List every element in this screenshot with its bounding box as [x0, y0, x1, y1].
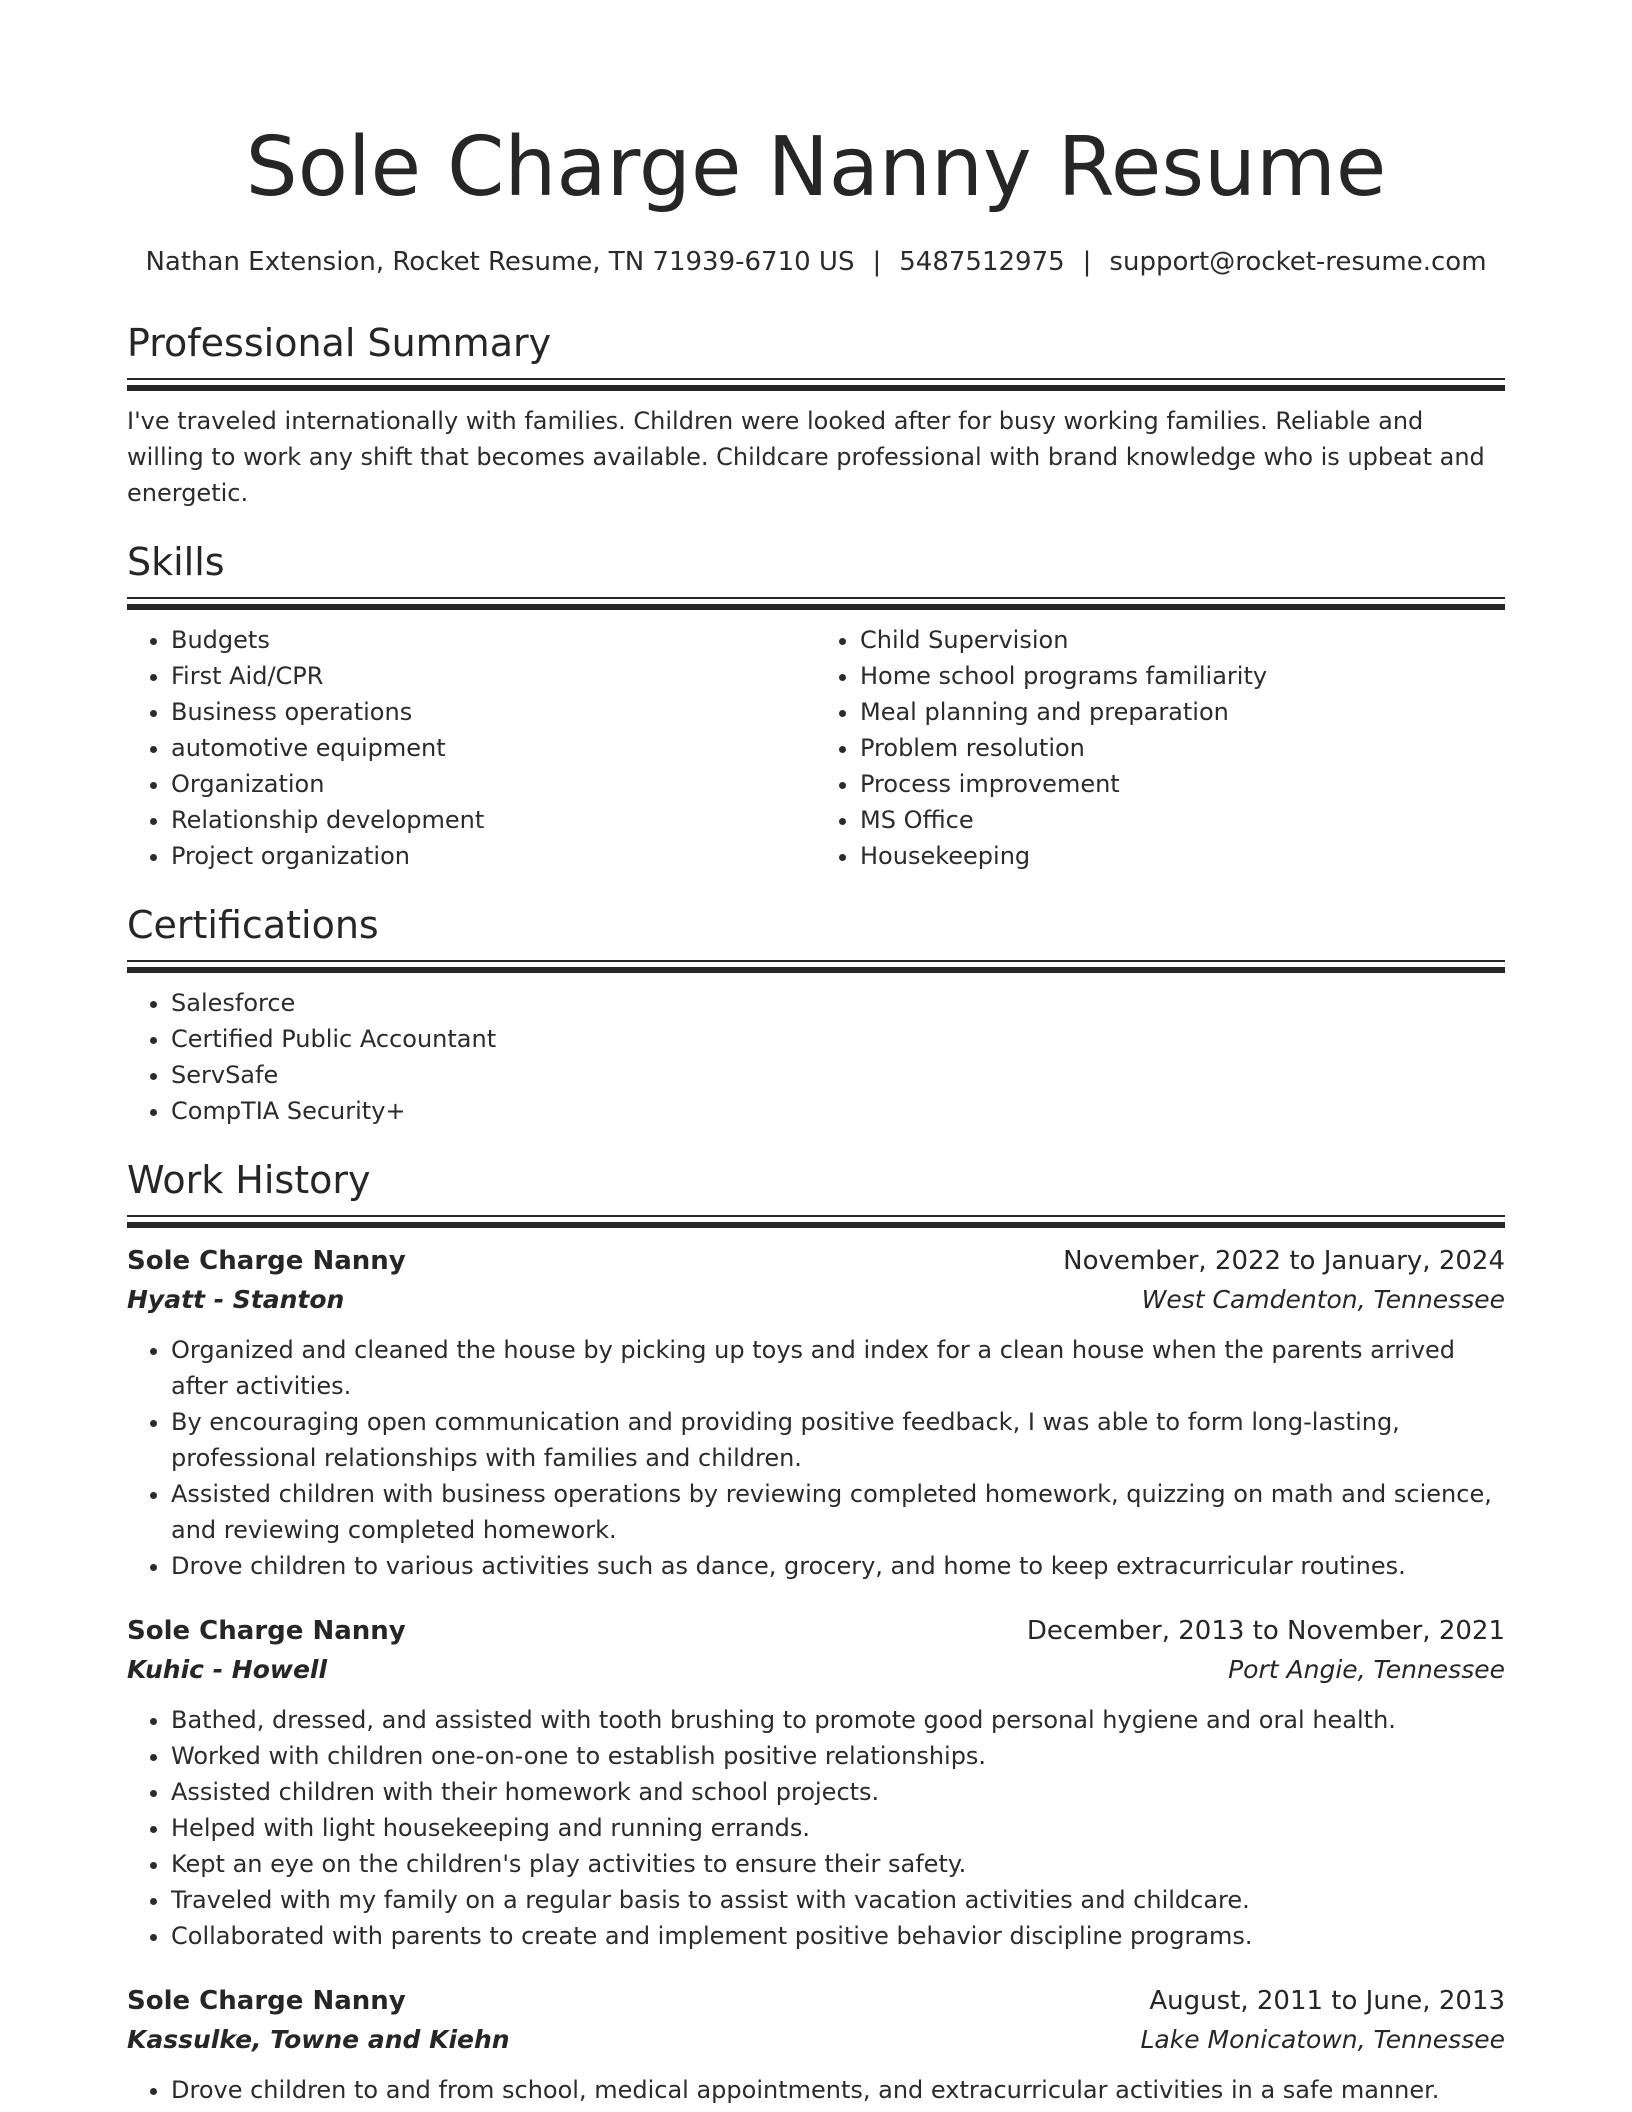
skill-item: • automotive equipment: [171, 730, 816, 766]
job-bullet: • Worked with children one-on-one to establish positive relationships.: [171, 1738, 1505, 1774]
skill-item: • Project organization: [171, 838, 816, 874]
section-divider: [127, 967, 1505, 973]
job-header: [127, 1982, 1505, 2020]
skill-item: • Meal planning and preparation: [860, 694, 1505, 730]
skill-item: • Housekeeping: [860, 838, 1505, 874]
certification-item: • Certified Public Accountant: [171, 1021, 1505, 1057]
section-divider: [127, 1215, 1505, 1217]
job-location: Lake Monicatown, Tennessee: [1140, 2025, 1505, 2054]
job-company: Kuhic - Howell: [127, 1655, 328, 1684]
job-bullet: • Kept an eye on the children's play activities to ensure their safety.: [171, 1846, 1505, 1882]
skill-item: • Business operations: [171, 694, 816, 730]
certifications-section: [127, 900, 1505, 1129]
job-subheader: [127, 1650, 1505, 1690]
job-bullet: • Traveled with my family on a regular basis to assist with vacation activities and childcare.: [171, 1882, 1505, 1918]
job-bullet: • Helped with light housekeeping and running errands.: [171, 1810, 1505, 1846]
job-company: Kassulke, Towne and Kiehn: [127, 2025, 510, 2054]
job-bullet: • Assisted children with business operations by reviewing completed homework, quizzing on math and science, and reviewing completed homework.: [171, 1476, 1505, 1548]
skill-item: • Process improvement: [860, 766, 1505, 802]
job-bullet: • Assisted children with their homework and school projects.: [171, 1774, 1505, 1810]
contact-separator: |: [1082, 247, 1092, 277]
job-bullet: • Drove children to and from school, medical appointments, and extracurricular activities in a safe manner.: [171, 2072, 1505, 2108]
job-bullet: • Organized and cleaned the house by picking up toys and index for a clean house when the parents arrived after activities.: [171, 1332, 1505, 1404]
section-divider: [127, 960, 1505, 962]
contact-line: [127, 244, 1505, 280]
job-location: Port Angie, Tennessee: [1228, 1655, 1505, 1684]
job-entry: [127, 1242, 1505, 1584]
job-company: Hyatt - Stanton: [127, 1285, 345, 1314]
job-subheader: [127, 2020, 1505, 2060]
section-heading-skills: Skills: [127, 540, 225, 584]
job-location: West Camdenton, Tennessee: [1141, 1285, 1505, 1314]
job-title: Sole Charge Nanny: [127, 1616, 406, 1646]
skill-item: • First Aid/CPR: [171, 658, 816, 694]
skills-column-right: [816, 622, 1505, 874]
job-entry: [127, 1612, 1505, 1954]
job-title: Sole Charge Nanny: [127, 1986, 406, 2016]
section-divider: [127, 604, 1505, 610]
skill-item: • Budgets: [171, 622, 816, 658]
skills-section: [127, 537, 1505, 874]
skill-item: • Child Supervision: [860, 622, 1505, 658]
job-bullet: • By encouraging open communication and providing positive feedback, I was able to form long-lasting, professional relationships with families and children.: [171, 1404, 1505, 1476]
section-divider: [127, 378, 1505, 380]
job-header: [127, 1612, 1505, 1650]
skill-item: • Relationship development: [171, 802, 816, 838]
summary-text: I've traveled internationally with families. Children were looked after for busy working families. Reliable and willing to work any shift that becomes available. Childcare professional with brand knowledge who is upbeat and energetic.: [127, 407, 1485, 507]
skill-item: • MS Office: [860, 802, 1505, 838]
job-bullet: • Bathed, dressed, and assisted with tooth brushing to promote good personal hygiene and oral health.: [171, 1702, 1505, 1738]
section-heading-summary: Professional Summary: [127, 321, 552, 365]
job-subheader: [127, 1280, 1505, 1320]
job-dates: December, 2013 to November, 2021: [1026, 1616, 1505, 1646]
work-history-section: [127, 1155, 1505, 2108]
job-dates: August, 2011 to June, 2013: [1149, 1986, 1505, 2016]
job-entry: [127, 1982, 1505, 2108]
skill-item: • Organization: [171, 766, 816, 802]
certification-item: • Salesforce: [171, 985, 1505, 1021]
job-header: [127, 1242, 1505, 1280]
section-heading-certifications: Certifications: [127, 903, 379, 947]
section-divider: [127, 385, 1505, 391]
certification-item: • ServSafe: [171, 1057, 1505, 1093]
skills-columns: [127, 622, 1505, 874]
contact-phone: 5487512975: [899, 247, 1065, 277]
job-title: Sole Charge Nanny: [127, 1246, 406, 1276]
job-dates: November, 2022 to January, 2024: [1063, 1246, 1505, 1276]
skills-column-left: [127, 622, 816, 874]
section-heading-work-history: Work History: [127, 1158, 371, 1202]
skill-item: • Home school programs familiarity: [860, 658, 1505, 694]
summary-section: [127, 318, 1505, 511]
skill-item: • Problem resolution: [860, 730, 1505, 766]
contact-email: support@rocket-resume.com: [1109, 247, 1487, 277]
certification-item: • CompTIA Security+: [171, 1093, 1505, 1129]
job-bullet: • Drove children to various activities such as dance, grocery, and home to keep extracurricular routines.: [171, 1548, 1505, 1584]
job-bullet: • Collaborated with parents to create and implement positive behavior discipline programs.: [171, 1918, 1505, 1954]
section-divider: [127, 597, 1505, 599]
page-title: Sole Charge Nanny Resume: [245, 120, 1387, 215]
section-divider: [127, 1222, 1505, 1228]
contact-separator: |: [872, 247, 882, 277]
contact-address: Nathan Extension, Rocket Resume, TN 71939-6710 US: [145, 247, 855, 277]
